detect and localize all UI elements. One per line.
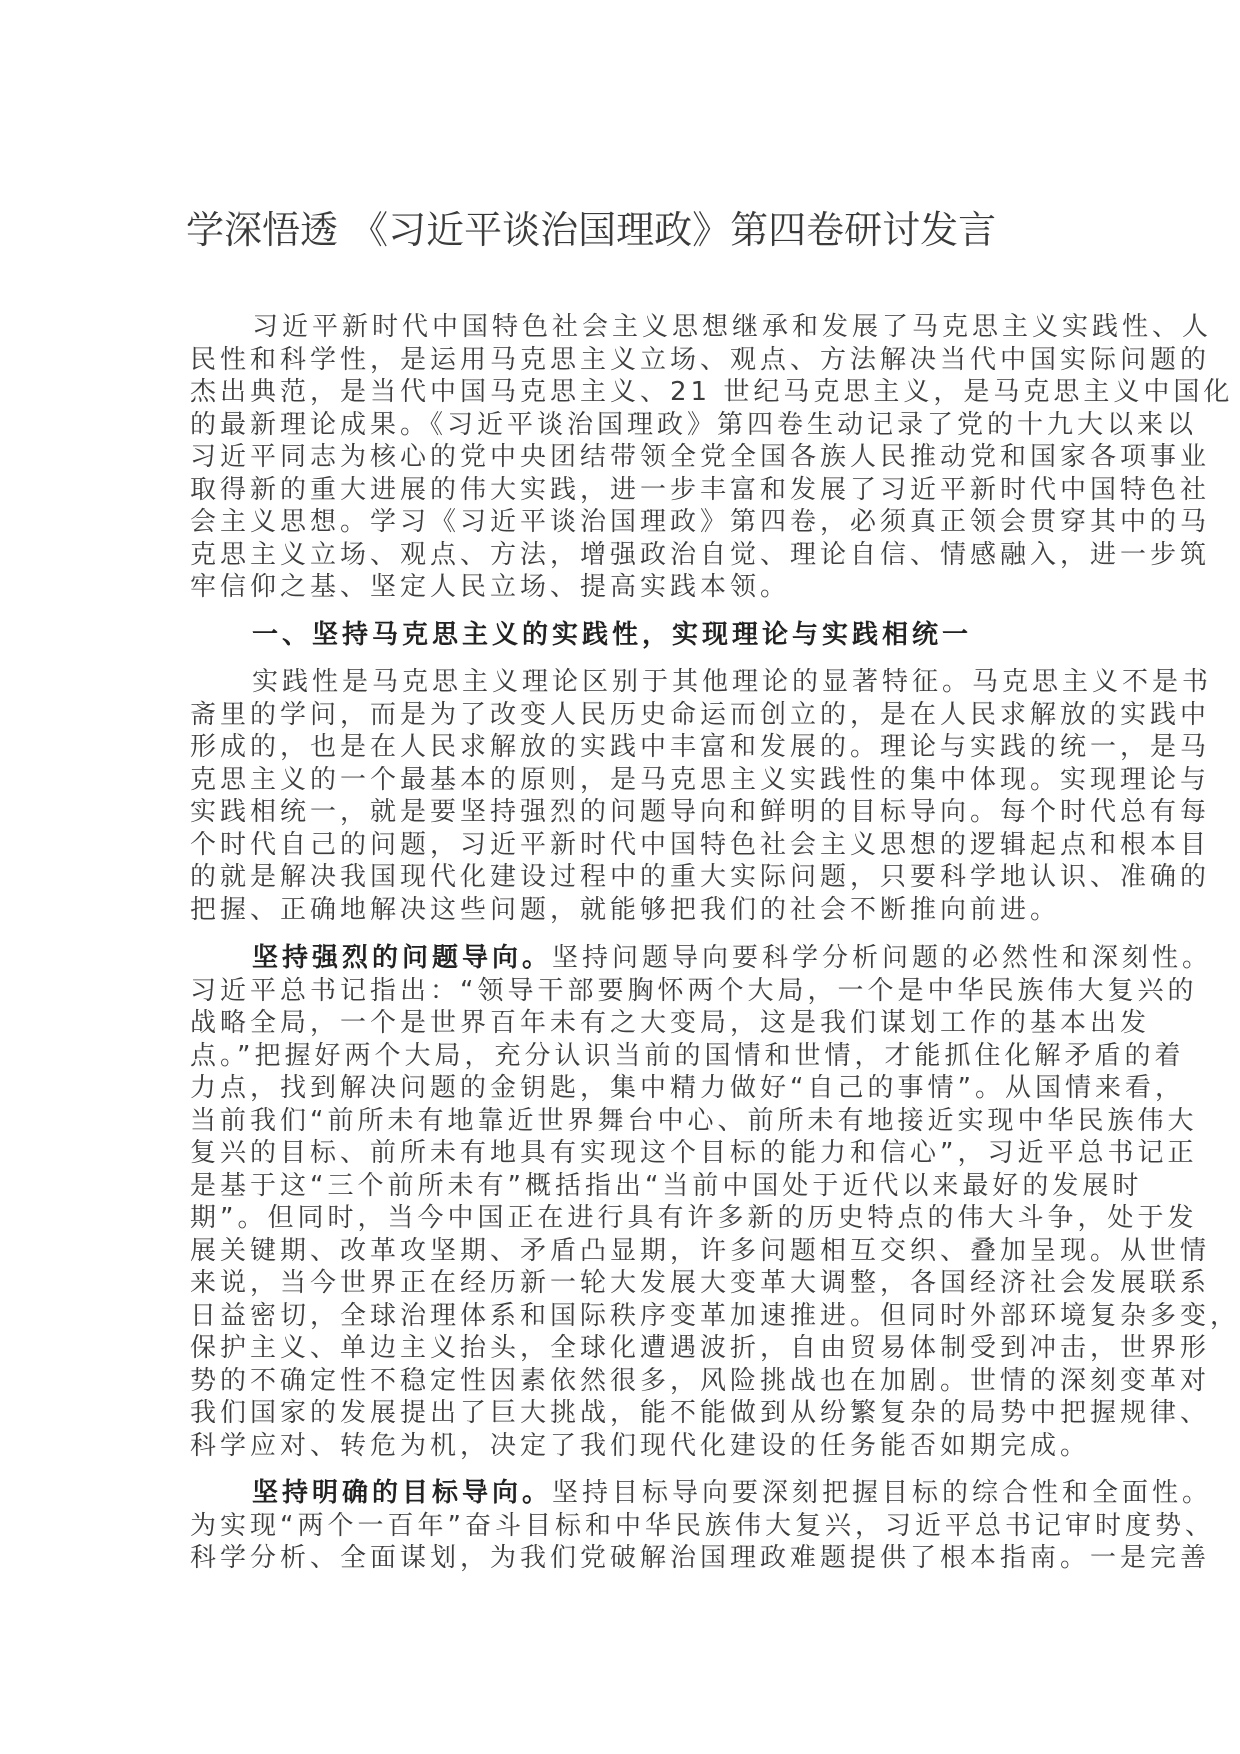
paragraph bbox=[190, 311, 1234, 604]
text-line: 会主义思想。学习《习近平谈治国理政》第四卷，必须真正领会贯穿其中的马 bbox=[190, 507, 1211, 537]
text-line: 民性和科学性，是运用马克思主义立场、观点、方法解决当代中国实际问题的 bbox=[190, 344, 1211, 375]
text-line: 保护主义、单边主义抬头，全球化遭遇波折，自由贸易体制受到冲击，世界形 bbox=[190, 1333, 1211, 1363]
text-line: 习近平新时代中国特色社会主义思想继承和发展了马克思主义实践性、人 bbox=[252, 312, 1213, 342]
text-line: 的就是解决我国现代化建设过程中的重大实际问题，只要科学地认识、准确的 bbox=[190, 862, 1211, 892]
text-line: 期”。但同时，当今中国正在进行具有许多新的历史特点的伟大斗争，处于发 bbox=[190, 1203, 1198, 1233]
text-line: 习近平同志为核心的党中央团结带领全党全国各族人民推动党和国家各项事业 bbox=[190, 442, 1211, 472]
text-line: 取得新的重大进展的伟大实践，进一步丰富和发展了习近平新时代中国特色社 bbox=[190, 474, 1211, 505]
text-line: 来说，当今世界正在经历新一轮大发展大变革大调整，各国经济社会发展联系 bbox=[190, 1268, 1211, 1298]
text-line: 杰出典范，是当代中国马克思主义、21 世纪马克思主义，是马克思主义中国化 bbox=[190, 377, 1234, 407]
text-line: 个时代自己的问题，习近平新时代中国特色社会主义思想的逻辑起点和根本目 bbox=[190, 829, 1211, 860]
text-line: 复兴的目标、前所未有地具有实现这个目标的能力和信心”，习近平总书记正 bbox=[190, 1138, 1198, 1168]
text-line: 战略全局，一个是世界百年未有之大变局，这是我们谋划工作的基本出发 bbox=[190, 1008, 1151, 1038]
text-line: 牢信仰之基、坚定人民立场、提高实践本领。 bbox=[190, 572, 791, 602]
text-line: 形成的，也是在人民求解放的实践中丰富和发展的。理论与实践的统一，是马 bbox=[190, 732, 1211, 762]
line-text: 坚持目标导向要深刻把握目标的综合性和全面性。 bbox=[552, 1478, 1213, 1508]
line-text: 坚持问题导向要科学分析问题的必然性和深刻性。 bbox=[552, 943, 1213, 973]
paragraph bbox=[190, 942, 1240, 1462]
text-line: 习近平总书记指出：“领导干部要胸怀两个大局，一个是中华民族伟大复兴的 bbox=[190, 975, 1198, 1006]
text-line: 为实现“两个一百年”奋斗目标和中华民族伟大复兴，习近平总书记审时度势、 bbox=[190, 1510, 1215, 1541]
text-line: 日益密切，全球治理体系和国际秩序变革加速推进。但同时外部环境复杂多变， bbox=[190, 1300, 1240, 1331]
text-line: 实践相统一，就是要坚持强烈的问题导向和鲜明的目标导向。每个时代总有每 bbox=[190, 797, 1211, 827]
text-line: 是基于这“三个前所未有”概括指出“当前中国处于近代以来最好的发展时 bbox=[190, 1170, 1143, 1201]
section-heading bbox=[190, 619, 1056, 652]
text-line: 把握、正确地解决这些问题，就能够把我们的社会不断推向前进。 bbox=[190, 894, 1061, 925]
text-line: 克思主义立场、观点、方法，增强政治自觉、理论自信、情感融入，进一步筑 bbox=[190, 539, 1211, 570]
paragraph-lead: 坚持明确的目标导向。 bbox=[252, 1478, 553, 1508]
text-line: 我们国家的发展提出了巨大挑战，能不能做到从纷繁复杂的局势中把握规律、 bbox=[190, 1398, 1211, 1428]
text-line: 实践性是马克思主义理论区别于其他理论的显著特征。马克思主义不是书 bbox=[252, 667, 1213, 697]
paragraph bbox=[190, 1477, 1215, 1575]
text-line: 斋里的学问，而是为了改变人民历史命运而创立的，是在人民求解放的实践中 bbox=[190, 699, 1211, 730]
text-line: 展关键期、改革攻坚期、矛盾凸显期，许多问题相互交织、叠加呈现。从世情 bbox=[190, 1235, 1211, 1266]
text-line: 克思主义的一个最基本的原则，是马克思主义实践性的集中体现。实现理论与 bbox=[190, 764, 1211, 795]
text-line: 力点，找到解决问题的金钥匙，集中精力做好“自己的事情”。从国情来看， bbox=[190, 1073, 1185, 1103]
text-line bbox=[190, 942, 1213, 975]
document-title: 学深悟透 《习近平谈治国理政》第四卷研讨发言 bbox=[186, 208, 997, 252]
text-line: 一、坚持马克思主义的实践性，实现理论与实践相统一 bbox=[252, 620, 973, 650]
text-line: 势的不确定性不稳定性因素依然很多，风险挑战也在加剧。世情的深刻变革对 bbox=[190, 1365, 1211, 1396]
text-line: 当前我们“前所未有地靠近世界舞台中心、前所未有地接近实现中华民族伟大 bbox=[190, 1105, 1198, 1136]
paragraph bbox=[190, 666, 1213, 926]
text-line: 的最新理论成果。《习近平谈治国理政》第四卷生动记录了党的十九大以来以 bbox=[190, 409, 1198, 440]
text-line: 科学分析、全面谋划，为我们党破解治国理政难题提供了根本指南。一是完善 bbox=[190, 1543, 1211, 1573]
text-line: 科学应对、转危为机，决定了我们现代化建设的任务能否如期完成。 bbox=[190, 1430, 1091, 1461]
text-line bbox=[190, 1477, 1213, 1510]
paragraph-lead: 坚持强烈的问题导向。 bbox=[252, 943, 553, 973]
text-line: 点。”把握好两个大局，充分认识当前的国情和世情，才能抓住化解矛盾的着 bbox=[190, 1040, 1185, 1071]
